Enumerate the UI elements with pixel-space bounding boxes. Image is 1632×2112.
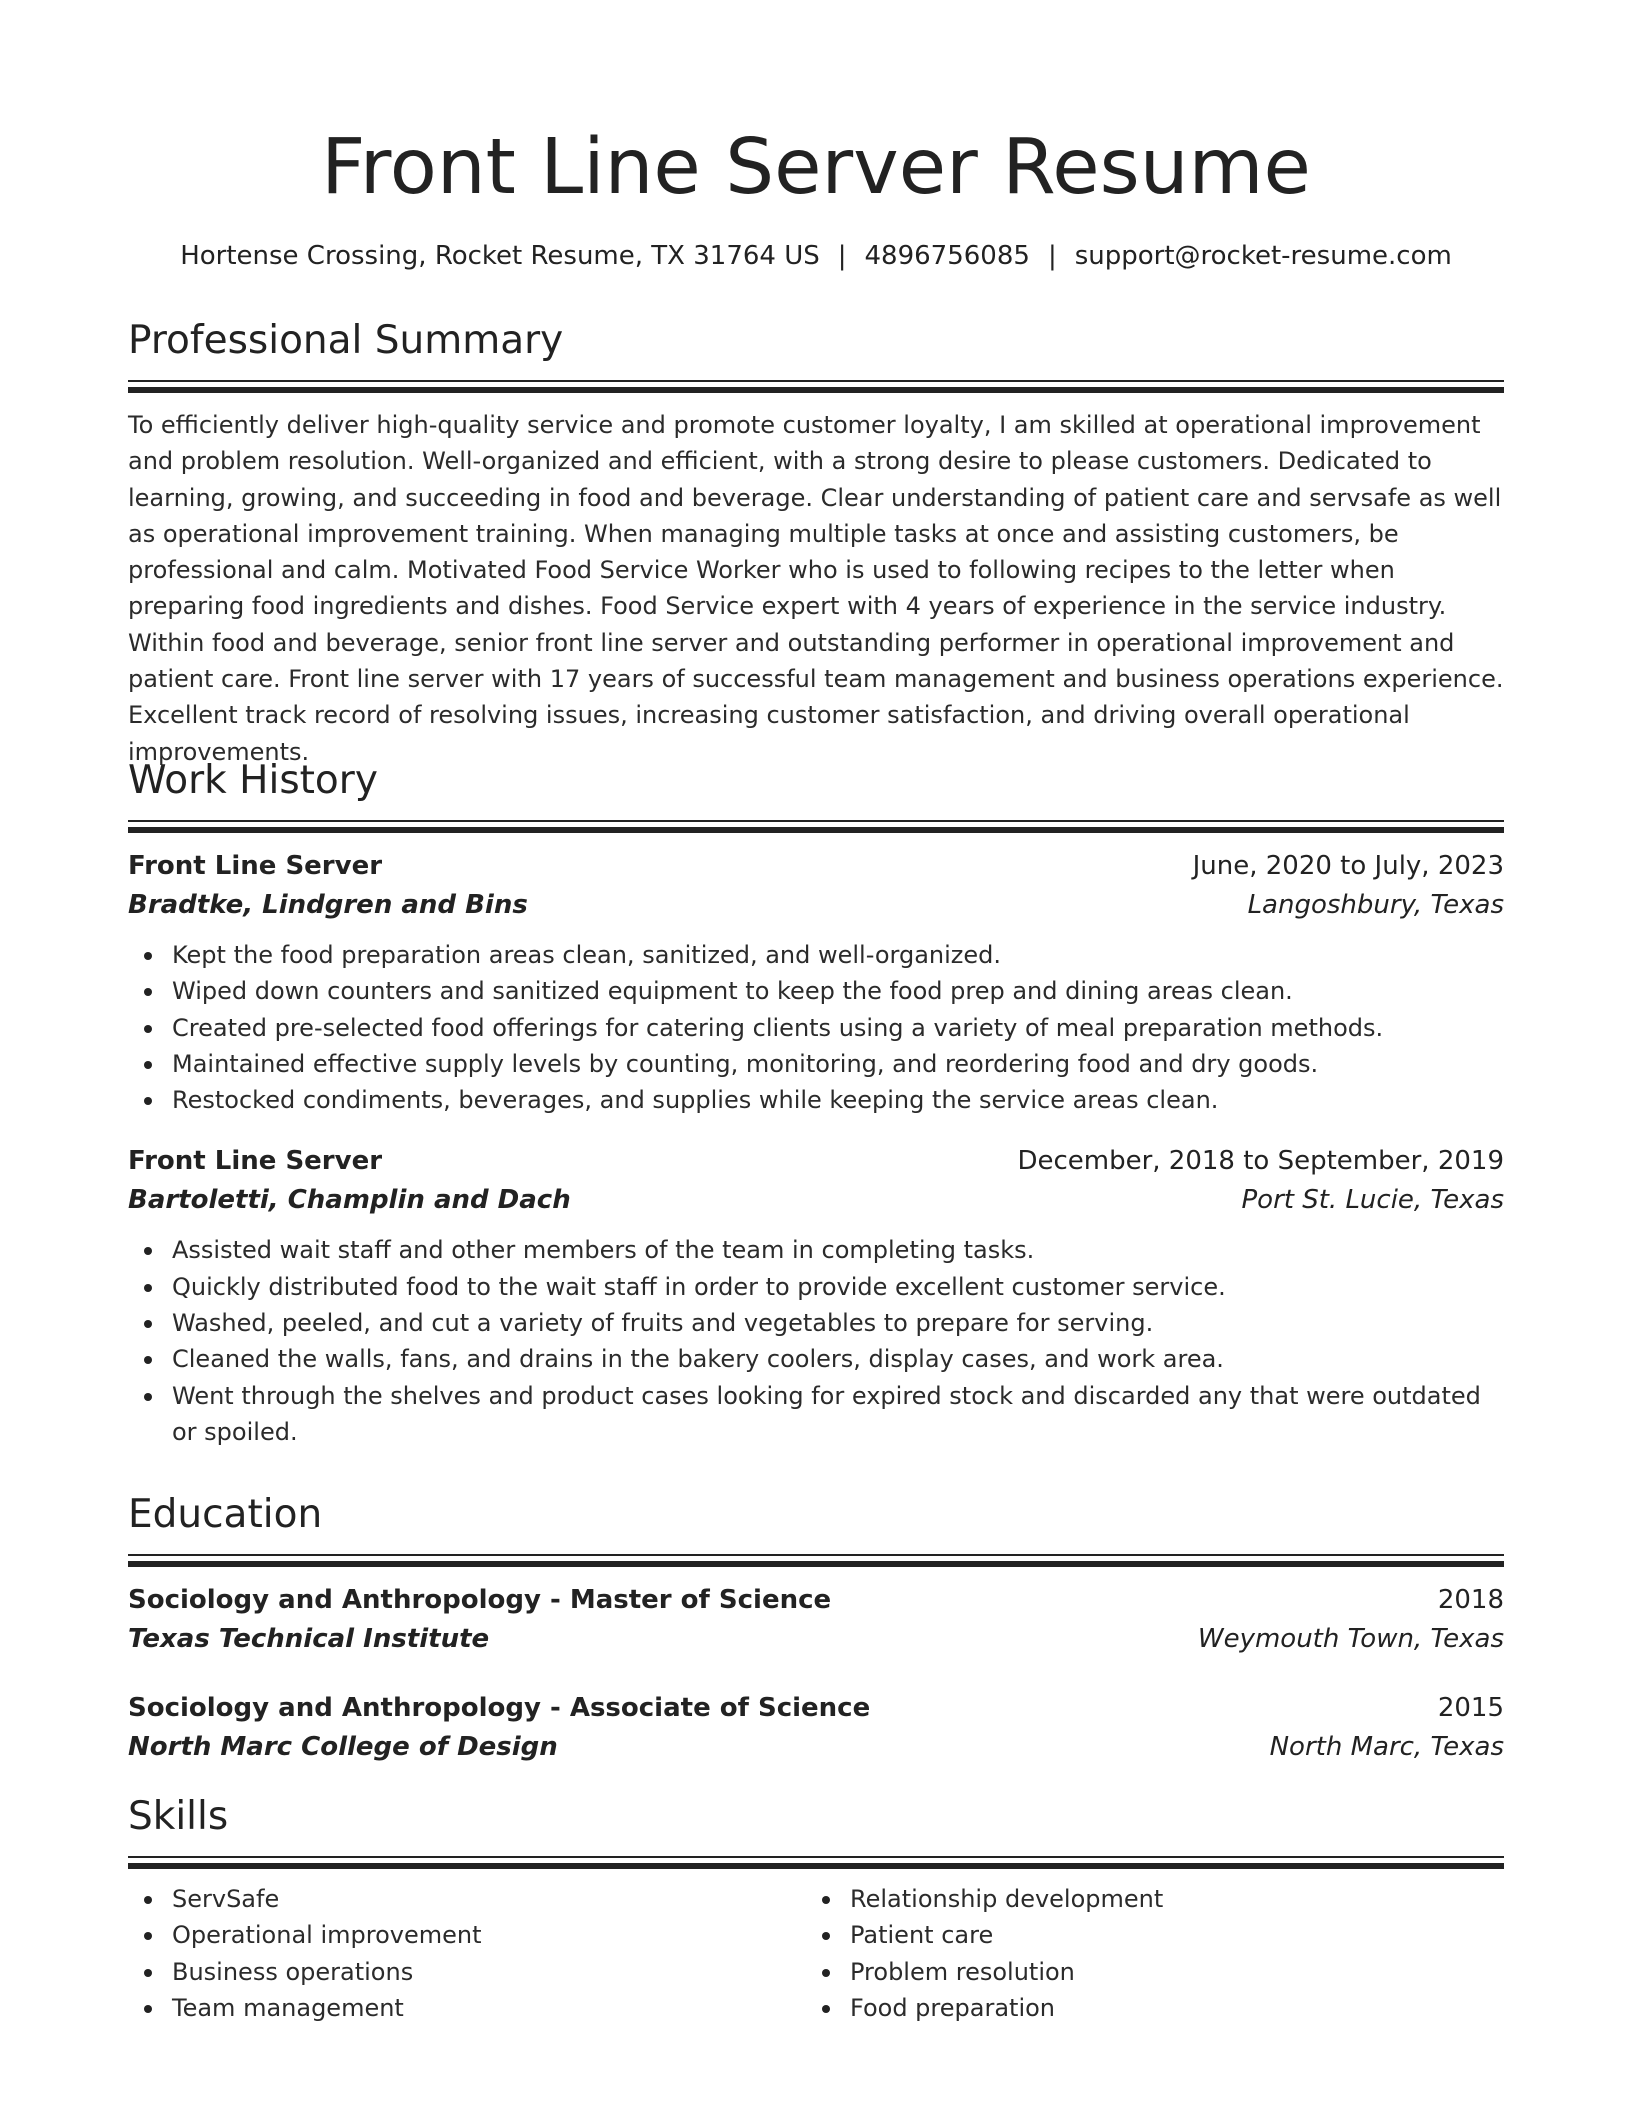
- education-location: Weymouth Town, Texas: [1197, 1624, 1504, 1654]
- skills-section: [128, 1792, 1504, 2026]
- skills-column-left: [128, 1881, 806, 2026]
- skills-list: [806, 1881, 1484, 2026]
- summary-section: [128, 316, 1504, 770]
- job-location: Port St. Lucie, Texas: [1241, 1185, 1504, 1216]
- section-rule-thick: [128, 1863, 1504, 1869]
- skill-item: Team management: [172, 1990, 806, 2026]
- job-duty: Went through the shelves and product cases looking for expired stock and discarded any that were outdated or spoiled.: [172, 1378, 1504, 1451]
- job-title: Front Line Server: [128, 1146, 383, 1177]
- skill-item: Patient care: [850, 1917, 1484, 1953]
- job-entry: [128, 847, 1504, 1118]
- education-entry: [128, 1581, 1504, 1659]
- section-rule: [128, 1554, 1504, 1556]
- skill-item: Business operations: [172, 1954, 806, 1990]
- education-year: 2015: [1437, 1693, 1504, 1723]
- skill-item: Problem resolution: [850, 1954, 1484, 1990]
- education-school: North Marc College of Design: [128, 1732, 558, 1762]
- contact-address: Hortense Crossing, Rocket Resume, TX 31764 US: [180, 241, 820, 271]
- job-duty: Restocked condiments, beverages, and supplies while keeping the service areas clean.: [172, 1082, 1504, 1118]
- summary-heading: Professional Summary: [128, 318, 564, 363]
- skill-item: Relationship development: [850, 1881, 1484, 1917]
- education-school: Texas Technical Institute: [128, 1624, 490, 1654]
- job-title: Front Line Server: [128, 851, 383, 881]
- job-duty: Maintained effective supply levels by counting, monitoring, and reordering food and dry goods.: [172, 1046, 1504, 1082]
- skills-column-right: [806, 1881, 1484, 2026]
- job-location: Langoshbury, Texas: [1247, 890, 1504, 920]
- job-duty: Washed, peeled, and cut a variety of fruits and vegetables to prepare for serving.: [172, 1305, 1504, 1341]
- contact-line: [128, 236, 1504, 276]
- job-dates: June, 2020 to July, 2023: [1192, 851, 1504, 881]
- contact-email: support@rocket-resume.com: [1074, 241, 1452, 271]
- education-year: 2018: [1437, 1585, 1504, 1615]
- skill-item: Operational improvement: [172, 1917, 806, 1953]
- section-rule: [128, 380, 1504, 382]
- job-dates: December, 2018 to September, 2019: [1017, 1146, 1504, 1177]
- education-heading: Education: [128, 1492, 323, 1537]
- job-company: Bartoletti, Champlin and Dach: [128, 1185, 571, 1216]
- contact-separator: |: [1047, 241, 1057, 271]
- summary-text: To efficiently deliver high-quality service and promote customer loyalty, I am skilled at operational improvement and problem resolution. Well-organized and efficient, with a strong desire to please customers. Dedicated to learning, growing, and succeeding in food and beverage. Clear understanding of patient care and servsafe as well as operational improvement training. When managing multiple tasks at once and assisting customers, be professional and calm. Motivated Food Service Worker who is used to following recipes to the letter when preparing food ingredients and dishes. Food Service expert with 4 years of experience in the service industry. Within food and beverage, senior front line server and outstanding performer in operational improvement and patient care. Front line server with 17 years of successful team management and business operations experience. Excellent track record of resolving issues, increasing customer satisfaction, and driving overall operational improvements.: [128, 411, 1504, 766]
- contact-separator: |: [837, 241, 847, 271]
- education-degree: Sociology and Anthropology - Associate of Science: [128, 1693, 871, 1723]
- job-duty: Quickly distributed food to the wait staff in order to provide excellent customer service.: [172, 1269, 1504, 1305]
- work-history-section: [128, 756, 1504, 1450]
- job-duty: Cleaned the walls, fans, and drains in the bakery coolers, display cases, and work area.: [172, 1341, 1504, 1377]
- skills-grid: [128, 1881, 1504, 2026]
- education-section: [128, 1490, 1504, 1767]
- skills-heading: Skills: [128, 1794, 229, 1839]
- skill-item: Food preparation: [850, 1990, 1484, 2026]
- education-entry: [128, 1689, 1504, 1767]
- job-duties-list: [128, 937, 1504, 1118]
- job-company: Bradtke, Lindgren and Bins: [128, 890, 528, 920]
- section-rule-thick: [128, 827, 1504, 833]
- job-duty: Kept the food preparation areas clean, sanitized, and well-organized.: [172, 937, 1504, 973]
- job-duty: Assisted wait staff and other members of the team in completing tasks.: [172, 1232, 1504, 1268]
- education-degree: Sociology and Anthropology - Master of Science: [128, 1585, 832, 1615]
- job-duty: Wiped down counters and sanitized equipment to keep the food prep and dining areas clean.: [172, 973, 1504, 1009]
- contact-phone: 4896756085: [864, 241, 1030, 271]
- resume-title: Front Line Server Resume: [321, 123, 1311, 212]
- skill-item: ServSafe: [172, 1881, 806, 1917]
- job-duties-list: [128, 1232, 1504, 1450]
- job-duty: Created pre-selected food offerings for catering clients using a variety of meal preparation methods.: [172, 1010, 1504, 1046]
- work-history-heading: Work History: [128, 758, 378, 803]
- skills-list: [128, 1881, 806, 2026]
- section-rule-thick: [128, 1561, 1504, 1567]
- section-rule-thick: [128, 387, 1504, 393]
- section-rule: [128, 820, 1504, 822]
- education-location: North Marc, Texas: [1269, 1732, 1504, 1762]
- section-rule: [128, 1856, 1504, 1858]
- job-entry: [128, 1142, 1504, 1450]
